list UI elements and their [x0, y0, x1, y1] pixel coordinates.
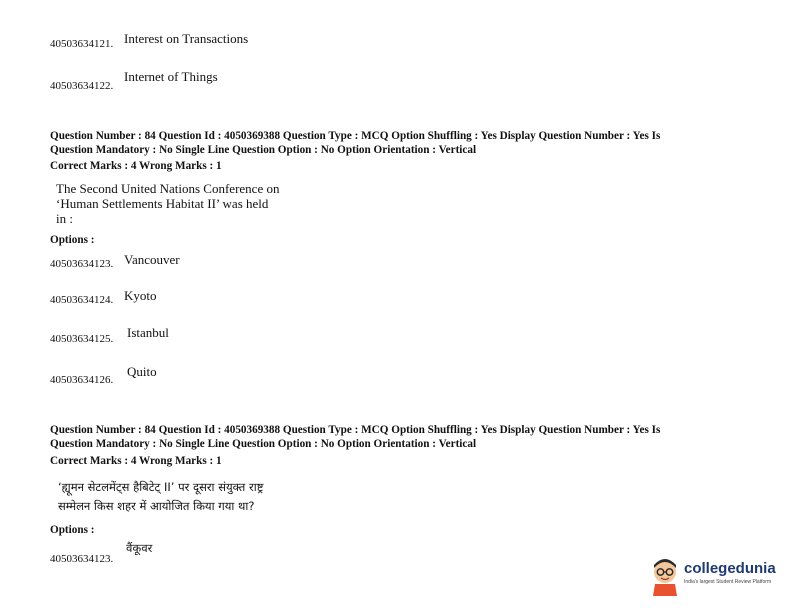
- option-number: 40503634123.: [50, 258, 114, 270]
- question-marks: Correct Marks : 4 Wrong Marks : 1: [50, 160, 222, 172]
- option-text: Quito: [127, 364, 157, 379]
- question-text-line: ‘ह्यूमन सेटलमेंट्स हैबिटेट् II’ पर दूसरा संयुक्त राष्ट्र: [58, 480, 264, 494]
- question-header-line1: Question Number : 84 Question Id : 4050369388 Question Type : MCQ Option Shuffling : Yes Display Question Number : Yes Is: [50, 130, 661, 142]
- option-text: Internet of Things: [124, 69, 218, 84]
- option-text: Istanbul: [127, 325, 169, 340]
- options-label: Options :: [50, 524, 95, 536]
- option-text: Interest on Transactions: [124, 31, 249, 46]
- option-text: वैंकूवर: [126, 541, 153, 555]
- option-number: 40503634126.: [50, 374, 114, 386]
- question-marks: Correct Marks : 4 Wrong Marks : 1: [50, 455, 222, 467]
- collegedunia-logo: [648, 552, 788, 598]
- question-text-line: ‘Human Settlements Habitat II’ was held: [56, 196, 269, 211]
- logo-name: collegedunia: [684, 560, 776, 577]
- option-number: 40503634123.: [50, 553, 114, 565]
- option-text: Kyoto: [124, 288, 157, 303]
- question-text-line: The Second United Nations Conference on: [56, 181, 280, 196]
- option-text: Vancouver: [124, 252, 180, 267]
- question-header-line1: Question Number : 84 Question Id : 4050369388 Question Type : MCQ Option Shuffling : Yes Display Question Number : Yes Is: [50, 424, 661, 436]
- mascot-icon: [648, 554, 682, 596]
- logo-tagline: India's largest Student Review Platform: [684, 579, 772, 585]
- option-number: 40503634121.: [50, 38, 114, 50]
- option-number: 40503634124.: [50, 294, 114, 306]
- question-header-line2: Question Mandatory : No Single Line Question Option : No Option Orientation : Vertical: [50, 438, 477, 450]
- question-text-line: in :: [56, 211, 73, 226]
- question-text-line: सम्मेलन किस शहर में आयोजित किया गया था?: [58, 499, 255, 513]
- option-number: 40503634122.: [50, 80, 114, 92]
- options-label: Options :: [50, 234, 95, 246]
- option-number: 40503634125.: [50, 333, 114, 345]
- question-header-line2: Question Mandatory : No Single Line Question Option : No Option Orientation : Vertical: [50, 144, 477, 156]
